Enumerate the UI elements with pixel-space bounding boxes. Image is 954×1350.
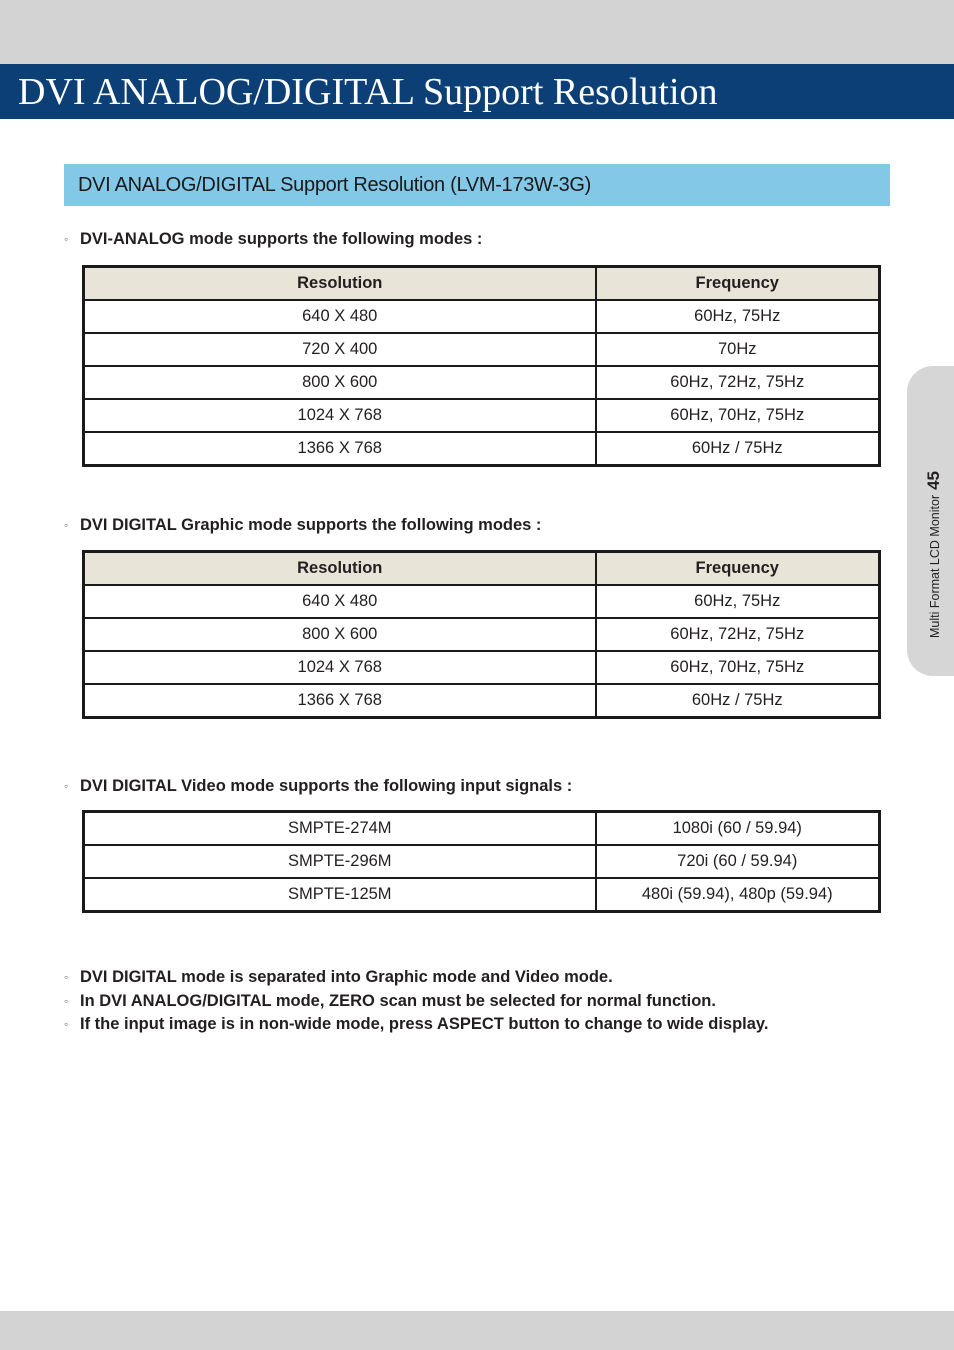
frequency-cell: 60Hz, 72Hz, 75Hz bbox=[596, 366, 880, 399]
table-row bbox=[84, 618, 880, 651]
table-row bbox=[84, 432, 880, 466]
analog-intro: ◦ DVI-ANALOG mode supports the following modes : bbox=[64, 230, 483, 248]
column-header-frequency: Frequency bbox=[596, 267, 880, 301]
note-item: ◦ In DVI ANALOG/DIGITAL mode, ZERO scan must be selected for normal function. bbox=[64, 992, 716, 1010]
table-row bbox=[84, 399, 880, 432]
video-intro: ◦ DVI DIGITAL Video mode supports the following input signals : bbox=[64, 777, 573, 795]
resolution-cell: 800 X 600 bbox=[84, 618, 596, 651]
column-header-frequency: Frequency bbox=[596, 552, 880, 586]
table-row bbox=[84, 651, 880, 684]
bullet-icon: ◦ bbox=[64, 1017, 69, 1031]
signal-cell: 480i (59.94), 480p (59.94) bbox=[596, 878, 880, 912]
column-header-resolution: Resolution bbox=[84, 552, 596, 586]
resolution-cell: 640 X 480 bbox=[84, 300, 596, 333]
frequency-cell: 60Hz, 75Hz bbox=[596, 585, 880, 618]
standard-cell: SMPTE-274M bbox=[84, 812, 596, 846]
signal-cell: 1080i (60 / 59.94) bbox=[596, 812, 880, 846]
page-title: DVI ANALOG/DIGITAL Support Resolution bbox=[18, 71, 718, 113]
resolution-cell: 720 X 400 bbox=[84, 333, 596, 366]
bullet-icon: ◦ bbox=[64, 970, 69, 984]
bullet-icon: ◦ bbox=[64, 232, 69, 246]
note-item: ◦ DVI DIGITAL mode is separated into Graphic mode and Video mode. bbox=[64, 968, 613, 986]
signal-cell: 720i (60 / 59.94) bbox=[596, 845, 880, 878]
page-number: 45 bbox=[924, 470, 943, 490]
section-header bbox=[64, 164, 890, 206]
table-header-row bbox=[84, 552, 880, 586]
frequency-cell: 60Hz, 72Hz, 75Hz bbox=[596, 618, 880, 651]
frequency-cell: 60Hz, 75Hz bbox=[596, 300, 880, 333]
frequency-cell: 60Hz, 70Hz, 75Hz bbox=[596, 399, 880, 432]
resolution-cell: 1024 X 768 bbox=[84, 651, 596, 684]
resolution-cell: 640 X 480 bbox=[84, 585, 596, 618]
resolution-cell: 1366 X 768 bbox=[84, 432, 596, 466]
graphic-table bbox=[82, 550, 881, 719]
bullet-icon: ◦ bbox=[64, 994, 69, 1008]
frequency-cell: 60Hz / 75Hz bbox=[596, 684, 880, 718]
bullet-icon: ◦ bbox=[64, 779, 69, 793]
resolution-cell: 1024 X 768 bbox=[84, 399, 596, 432]
table-row bbox=[84, 366, 880, 399]
bottom-band bbox=[0, 1311, 954, 1350]
table-row bbox=[84, 812, 880, 846]
section-title: DVI ANALOG/DIGITAL Support Resolution (LVM-173W-3G) bbox=[78, 174, 592, 196]
frequency-cell: 70Hz bbox=[596, 333, 880, 366]
table-row bbox=[84, 333, 880, 366]
standard-cell: SMPTE-125M bbox=[84, 878, 596, 912]
side-tab-label: Multi Format LCD Monitor45 bbox=[924, 470, 943, 638]
frequency-cell: 60Hz / 75Hz bbox=[596, 432, 880, 466]
table-row bbox=[84, 878, 880, 912]
video-table bbox=[82, 810, 881, 913]
analog-table bbox=[82, 265, 881, 467]
column-header-resolution: Resolution bbox=[84, 267, 596, 301]
resolution-cell: 800 X 600 bbox=[84, 366, 596, 399]
table-header-row bbox=[84, 267, 880, 301]
top-band bbox=[0, 0, 954, 64]
table-row bbox=[84, 300, 880, 333]
title-bar bbox=[0, 64, 954, 119]
table-row bbox=[84, 585, 880, 618]
note-item: ◦ If the input image is in non-wide mode, press ASPECT button to change to wide display. bbox=[64, 1015, 769, 1033]
frequency-cell: 60Hz, 70Hz, 75Hz bbox=[596, 651, 880, 684]
table-row bbox=[84, 845, 880, 878]
bullet-icon: ◦ bbox=[64, 518, 69, 532]
graphic-intro: ◦ DVI DIGITAL Graphic mode supports the following modes : bbox=[64, 516, 542, 534]
resolution-cell: 1366 X 768 bbox=[84, 684, 596, 718]
standard-cell: SMPTE-296M bbox=[84, 845, 596, 878]
table-row bbox=[84, 684, 880, 718]
